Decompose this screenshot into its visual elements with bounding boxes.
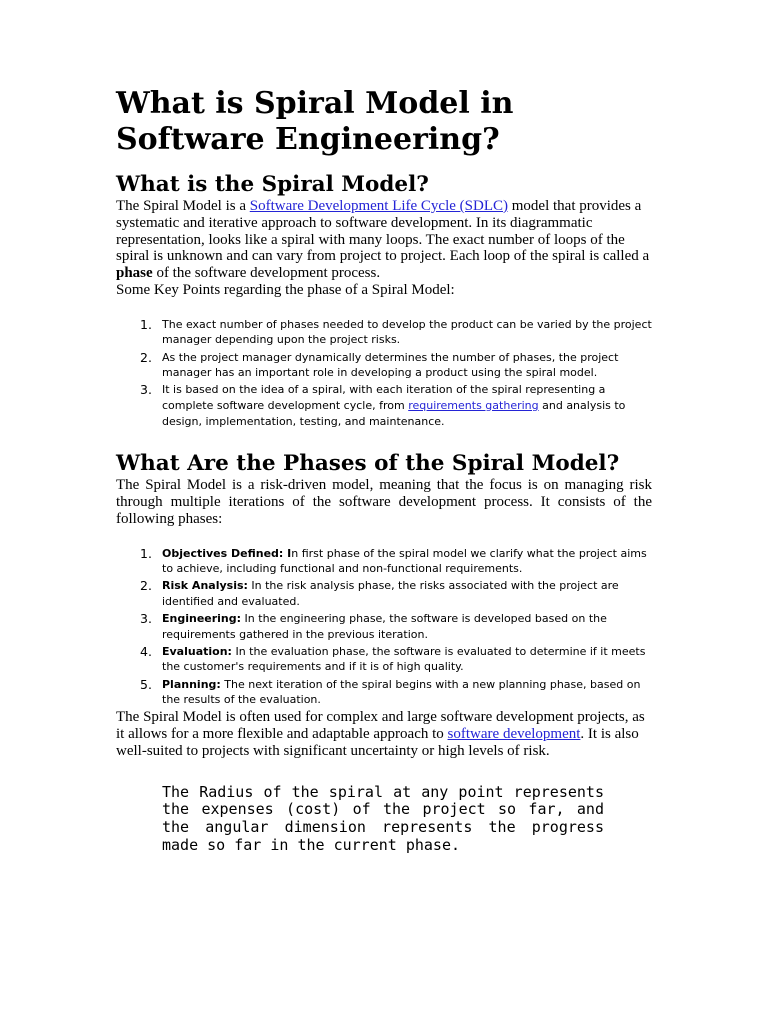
intro-text-middle: model that provides a systematic and iterative approach to software development. In its diagrammatic representation, looks like a spiral with many loops. The exact number of loops of the spiral is unknown and can vary from project to project. Each loop of the spiral is called a [116, 198, 650, 265]
phase-label-objectives: Objectives Defined: I [162, 546, 292, 560]
phase-description: In the engineering phase, the software is developed based on the requirements gathered in the previous iteration. [162, 612, 607, 641]
radius-note: The Radius of the spiral at any point represents the expenses (cost) of the project so far, and the angular dimension represents the progress made so far in the current phase. [162, 782, 604, 854]
list-item-text: It is based on the idea of a spiral, with each iteration of the spiral representing a complete software development cycle, from [162, 383, 606, 412]
document-page [116, 86, 652, 854]
list-number: 3. [140, 611, 152, 627]
section-heading-phases: What Are the Phases of the Spiral Model? [116, 451, 620, 477]
list-item [116, 677, 652, 708]
list-number: 5. [140, 676, 152, 692]
list-number: 3. [140, 382, 152, 398]
list-item [116, 578, 652, 609]
list-item-text: The exact number of phases needed to develop the product can be varied by the project manager depending upon the project risks. [162, 317, 652, 347]
phase-description: In the evaluation phase, the software is evaluated to determine if it meets the customer's requirements and if it is of high quality. [162, 644, 646, 674]
phases-list [116, 546, 652, 708]
phase-bold-word: phase [116, 265, 153, 282]
list-item [116, 350, 652, 381]
list-number: 1. [140, 545, 152, 561]
key-points-label: Some Key Points regarding the phase of a Spiral Model: [116, 281, 455, 298]
list-item-text-end: and analysis to design, implementation, testing, and maintenance. [162, 398, 626, 428]
section-heading-spiral-model: What is the Spiral Model? [116, 172, 429, 197]
phase-description: n first phase of the spiral model we clarify what the project aims to achieve, including functional and non-functional requirements. [162, 546, 647, 576]
phase-label-risk-analysis: Risk Analysis: [162, 579, 248, 593]
phases-intro-paragraph: The Spiral Model is a risk-driven model, meaning that the focus is on managing risk through multiple iterations of the software development process. It consists of the following phases: [116, 477, 652, 527]
intro-paragraph [116, 198, 652, 282]
intro-text-start: The Spiral Model is a [116, 198, 250, 214]
page-title: What is Spiral Model in Software Engineering? [116, 86, 514, 157]
phase-label-planning: Planning: [162, 677, 221, 691]
list-item-text: As the project manager dynamically determines the number of phases, the project manager has an important role in developing a product using the spiral model. [162, 350, 619, 380]
list-item [116, 611, 652, 642]
phase-label-engineering: Engineering: [162, 612, 242, 626]
software-development-link[interactable]: software development [447, 726, 581, 743]
sdlc-link[interactable]: Software Development Life Cycle (SDLC) [249, 198, 508, 214]
closing-text-end: . It is also well-suited to projects with significant uncertainty or high levels of risk. [116, 726, 639, 760]
list-item [116, 644, 652, 675]
phase-description: The next iteration of the spiral begins with a new planning phase, based on the results of the evaluation. [162, 677, 641, 707]
key-points-list [116, 317, 652, 429]
list-number: 2. [140, 349, 152, 365]
list-item [116, 317, 652, 348]
list-number: 2. [140, 578, 152, 594]
list-number: 1. [140, 316, 152, 332]
requirements-gathering-link[interactable]: requirements gathering [408, 398, 539, 412]
list-item [116, 382, 652, 429]
closing-paragraph [116, 709, 652, 759]
closing-text-start: The Spiral Model is often used for complex and large software development projects, as it allows for a more flexible and adaptable approach to [116, 709, 645, 743]
list-number: 4. [140, 643, 152, 659]
intro-text-end: of the software development process. [152, 265, 381, 282]
list-item [116, 546, 652, 577]
phase-label-evaluation: Evaluation: [162, 644, 232, 658]
phase-description: In the risk analysis phase, the risks associated with the project are identified and evaluated. [162, 579, 619, 608]
